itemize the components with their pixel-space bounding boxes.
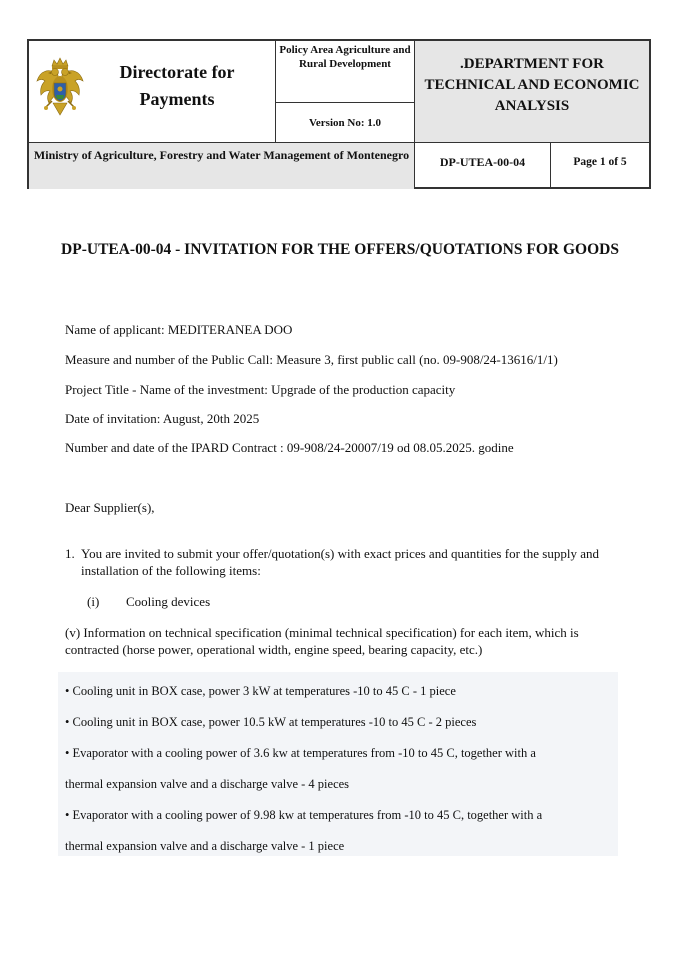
measure-line: Measure and number of the Public Call: Measure 3, first public call (no. 09-908/24-13616/1/1) [65,352,558,367]
contract-line: Number and date of the IPARD Contract : 09-908/24-20007/19 od 08.05.2025. godine [65,440,514,455]
list-item: • Cooling unit in BOX case, power 10.5 kW at temperatures -10 to 45 C - 2 pieces [65,715,477,729]
technical-specification-note: (v) Information on technical specification (minimal technical specification) for each item, which is contracted (horse power, operational width, engine speed, bearing capacity, etc.) [65,625,579,657]
salutation: Dear Supplier(s), [65,500,155,515]
applicant-line: Name of applicant: MEDITERANEA DOO [65,322,293,337]
subitem-text: Cooling devices [126,594,211,609]
document-title: DP-UTEA-00-04 - INVITATION FOR THE OFFERS/QUOTATIONS FOR GOODS [61,241,619,258]
policy-area-cell: Policy Area Agriculture and Rural Development [276,41,415,103]
point-1-number: 1. [65,546,75,561]
page-number-cell: Page 1 of 5 [573,156,627,168]
list-item-continuation: thermal expansion valve and a discharge valve - 4 pieces [65,777,350,791]
version-cell: Version No: 1.0 [276,103,415,143]
directorate-cell [29,41,276,143]
invitation-date-line: Date of invitation: August, 20th 2025 [65,411,260,426]
project-title-line: Project Title - Name of the investment: Upgrade of the production capacity [65,382,456,397]
directorate-title: Directorate for Payments [119,62,235,109]
department-cell: .DEPARTMENT FOR TECHNICAL AND ECONOMIC ANALYSIS [415,41,649,143]
list-item: • Evaporator with a cooling power of 3.6 kw at temperatures from -10 to 45 C, together with a [65,746,536,760]
point-1-text: You are invited to submit your offer/quotation(s) with exact prices and quantities for the supply and installation of the following items: [81,546,599,578]
montenegro-coat-of-arms-icon [35,57,85,123]
list-item: • Cooling unit in BOX case, power 3 kW at temperatures -10 to 45 C - 1 piece [65,684,456,698]
items-list-panel [58,672,618,856]
list-item-continuation: thermal expansion valve and a discharge valve - 1 piece [65,839,345,853]
document-header-table [27,39,651,189]
document-id-cell: DP-UTEA-00-04 [415,143,551,189]
ministry-cell: Ministry of Agriculture, Forestry and Water Management of Montenegro [29,143,415,189]
subitem-label: (i) [87,594,100,609]
list-item: • Evaporator with a cooling power of 9.98 kw at temperatures from -10 to 45 C, together with a [65,808,543,822]
